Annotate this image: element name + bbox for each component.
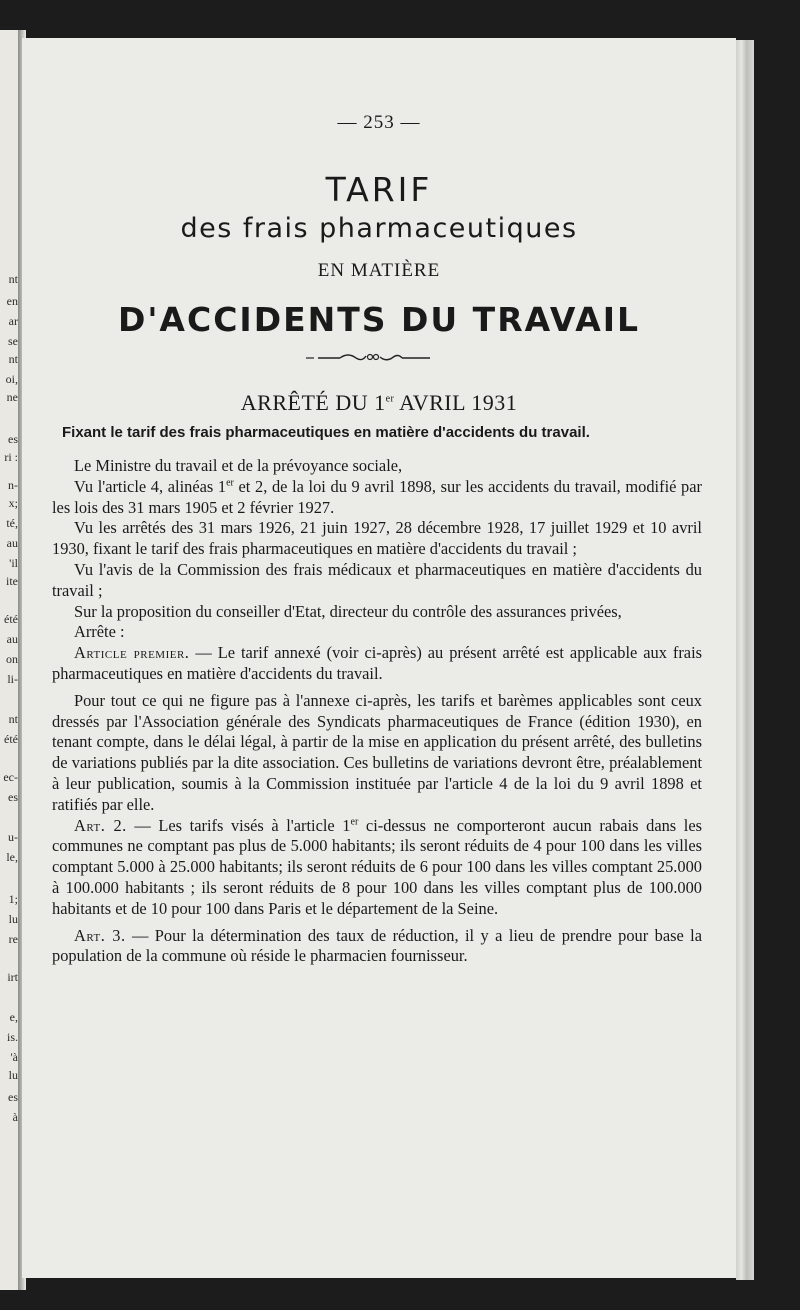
paragraph-vu-avis: Vu l'avis de la Commission des frais médicaux et pharmaceutiques en matière d'accidents du travail ; [52, 559, 702, 600]
left-page-fragment: ite [6, 574, 18, 588]
left-page-fragment: ec- [3, 770, 18, 784]
paragraph-ministre: Le Ministre du travail et de la prévoyance sociale, [74, 456, 403, 475]
left-page-fragment: ar [8, 314, 18, 328]
left-page-fragment: n- [8, 478, 18, 492]
left-page-fragment: nt [8, 712, 18, 726]
left-page-fragment: e, [9, 1010, 18, 1024]
ornament-divider-icon [304, 350, 434, 364]
left-page-fragment: à [12, 1110, 18, 1124]
paragraph-arrete: Arrête : [74, 622, 125, 642]
left-page-fragment: 'à [10, 1050, 18, 1064]
left-page-fragment: té, [6, 516, 18, 530]
left-page-fragment: en [6, 294, 18, 308]
left-page-fragment: li- [7, 672, 18, 686]
left-page-fragment: au [6, 632, 18, 646]
title-en-matiere: EN MATIÈRE [317, 260, 441, 281]
left-page-fragment: is. [6, 1030, 18, 1044]
paragraph-vu-arretes: Vu les arrêtés des 31 mars 1926, 21 juin 1927, 28 décembre 1928, 17 juillet 1929 et 10 avril 1930, fixant le tarif des frais pharmaceutiques en matière d'accidents du travail ; [52, 518, 702, 559]
arrete-body [52, 456, 702, 967]
left-page-fragment: nt [8, 272, 18, 286]
left-page-fragment: oi, [5, 372, 18, 386]
left-page-fragment: ri : [4, 450, 18, 464]
left-page-fragment: été [4, 732, 18, 746]
left-page-fragment: re [8, 932, 18, 946]
left-page-fragment: ne [6, 390, 18, 404]
paragraph-vu-article: Vu l'article 4, alinéas 1er et 2, de la loi du 9 avril 1898, sur les accidents du travail, modifié par les lois des 31 mars 1905 et 2 février 1927. [52, 476, 702, 517]
left-page-fragment: lu [8, 1068, 18, 1082]
left-page-fragment: es [8, 1090, 18, 1104]
left-page-fragment: es [8, 790, 18, 804]
left-page-fragment: au [6, 536, 18, 550]
paragraph-article-3: Art. 3. — Pour la détermination des taux de réduction, il y a lieu de prendre pour base la population de la commune où réside le pharmacien fournisseur. [52, 925, 702, 966]
paragraph-proposition: Sur la proposition du conseiller d'Etat, directeur du contrôle des assurances privées, [74, 601, 622, 621]
paragraph-tarifs-baremes: Pour tout ce qui ne figure pas à l'annexe ci-après, les tarifs et barèmes applicables sont ceux dressés par l'Association générale des Syndicats pharmaceutiques de France (édition 1930), en tenant compte, dans le délai légal, à partir de la mise en application du présent arrêté, des bulletins de variations publiés par la dite association. Ces bulletins de variations devront être, préalablement à leur publication, soumis à la Commission instituée par l'article 4 de la loi du 9 avril 1898 et ratifiés par elle. [52, 690, 702, 814]
left-page-fragment: lu [8, 912, 18, 926]
title-accidents-du-travail: D'ACCIDENTS DU TRAVAIL [117, 300, 641, 339]
left-page-fragment: es [8, 432, 18, 446]
paragraph-article-2: Art. 2. — Les tarifs visés à l'article 1er ci-dessus ne comporteront aucun rabais dans les communes ne comptant pas plus de 5.000 habitants; ils seront réduits de 4 pour 100 dans les villes comptant 5.000 à 25.000 habitants; ils seront réduits de 6 pour 100 dans les villes comptant 25.000 à 100.000 habitants ; ils seront réduits de 8 pour 100 dans les villes comptant plus de 100.000 habitants et de 10 pour 100 dans Paris et le département de la Seine. [52, 815, 702, 918]
left-page-fragment: 1; [8, 892, 18, 906]
left-page-fragment: on [6, 652, 18, 666]
left-page-fragment: le, [6, 850, 18, 864]
book-page [22, 38, 736, 1278]
paragraph-article-premier: Article premier. — Le tarif annexé (voir ci-après) au présent arrêté est applicable aux frais pharmaceutiques en matière d'accidents du travail. [52, 643, 702, 683]
left-page-fragment: nt [8, 352, 18, 366]
left-page-fragment: u- [8, 830, 18, 844]
left-page-fragment: 'il [9, 556, 18, 570]
arrete-title: ARRÊTÉ DU 1er AVRIL 1931 [240, 390, 518, 415]
left-page-fragment: se [8, 334, 18, 348]
title-tarif: TARIF [325, 170, 433, 209]
page-edge-stack [736, 40, 754, 1280]
left-page-fragment: x; [8, 496, 18, 510]
page-number: — 253 — [337, 112, 421, 133]
left-page-fragment: été [4, 612, 18, 626]
title-subtitle: des frais pharmaceutiques [180, 213, 578, 244]
arrete-subtitle: Fixant le tarif des frais pharmaceutiques en matière d'accidents du travail. [62, 424, 590, 441]
left-page-fragment: irt [7, 970, 18, 984]
